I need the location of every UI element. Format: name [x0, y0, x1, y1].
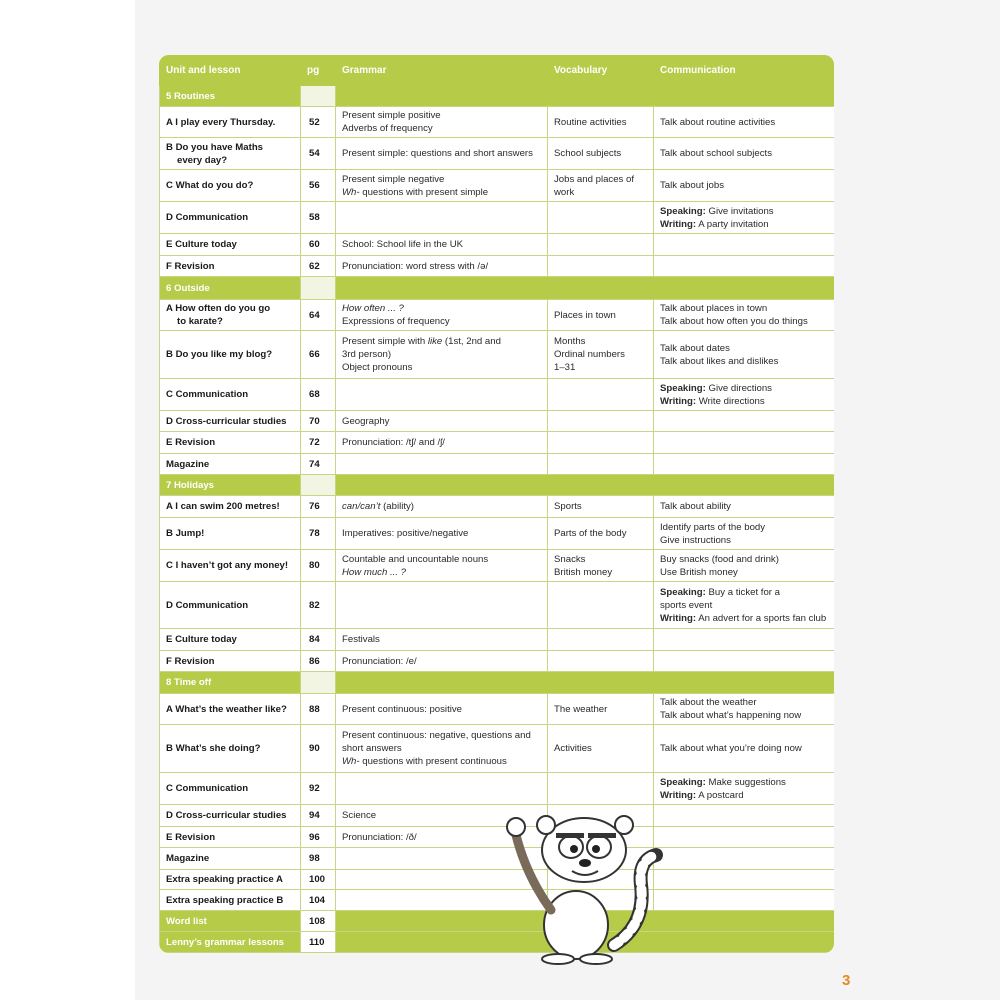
lesson-title: [160, 890, 301, 911]
section-title: 7 Holidays: [160, 475, 301, 496]
cell-line: [342, 729, 541, 742]
lesson-row: [160, 107, 835, 138]
grammar-cell: [336, 331, 548, 379]
communication-cell: [654, 107, 835, 138]
cell-text: How much ... ?: [342, 566, 406, 578]
communication-cell: [654, 411, 835, 432]
cell-line: Talk about ability: [660, 501, 731, 512]
cell-line: Talk about routine activities: [660, 116, 776, 128]
skill-label: Speaking:: [660, 776, 706, 788]
lesson-title: [160, 202, 301, 234]
page-ref: 76: [301, 496, 336, 518]
lesson-title: [160, 805, 301, 827]
section-fill: [336, 672, 835, 694]
page-ref: 80: [301, 550, 336, 582]
cell-line: [342, 755, 541, 768]
lesson-title-line: C What do you do?: [166, 180, 254, 191]
lesson-title-line: C Communication: [166, 783, 249, 794]
unit-section-row: [160, 672, 835, 694]
table-header-row: [160, 56, 835, 86]
lesson-title-line: F Revision: [166, 655, 215, 667]
lesson-row: [160, 300, 835, 331]
communication-cell: [654, 256, 835, 277]
cell-line: Parts of the body: [554, 528, 627, 539]
grammar-cell: [336, 256, 548, 277]
cell-line: Talk about what’s happening now: [660, 710, 802, 721]
cell-line: Sports: [554, 501, 582, 512]
communication-cell: [654, 550, 835, 582]
cell-line: [342, 335, 541, 348]
communication-cell: [654, 725, 835, 773]
page-ref: 88: [301, 694, 336, 725]
page-number: 3: [842, 972, 851, 989]
page-ref: 68: [301, 379, 336, 411]
communication-cell: [654, 629, 835, 651]
lesson-title-line: to karate?: [177, 316, 223, 327]
cell-text: questions with present simple: [359, 186, 489, 198]
grammar-cell: [336, 496, 548, 518]
cell-line: Talk about likes and dislikes: [660, 355, 779, 367]
page-ref: 84: [301, 629, 336, 651]
cell-line: [660, 586, 828, 599]
lesson-title: [160, 300, 301, 331]
skill-label: Speaking:: [660, 586, 706, 598]
vocabulary-cell: [548, 496, 654, 518]
lesson-title: [160, 582, 301, 629]
skill-text: Give invitations: [705, 205, 774, 217]
cell-line: Imperatives: positive/negative: [342, 528, 469, 539]
lesson-title: [160, 629, 301, 651]
lesson-row: [160, 170, 835, 202]
cell-line: Ordinal numbers: [554, 349, 625, 360]
cell-line: Buy snacks (food and drink): [660, 553, 779, 565]
cell-line: Jobs and places of: [554, 173, 635, 185]
lesson-row: [160, 202, 835, 234]
lesson-row: [160, 454, 835, 475]
lesson-row: [160, 432, 835, 454]
vocabulary-cell: [548, 331, 654, 379]
lesson-row: [160, 256, 835, 277]
lesson-title: [160, 411, 301, 432]
lesson-title: [160, 550, 301, 582]
cell-line: Pronunciation: /ð/: [342, 831, 417, 843]
cell-line: [660, 395, 828, 408]
page-ref: 110: [301, 932, 336, 953]
page-ref: 104: [301, 890, 336, 911]
header-unit-lesson: Unit and lesson: [160, 56, 301, 86]
lesson-title-line: Magazine: [166, 853, 210, 864]
lesson-title: [160, 379, 301, 411]
lesson-title-line: D Communication: [166, 212, 249, 223]
page-ref: 98: [301, 848, 336, 870]
cell-text: Countable and uncountable nouns: [342, 553, 489, 565]
communication-cell: [654, 651, 835, 672]
cell-text: Wh-: [342, 756, 360, 767]
cell-line: Routine activities: [554, 116, 627, 128]
lesson-title-line: E Revision: [166, 437, 216, 448]
page-ref: 90: [301, 725, 336, 773]
vocabulary-cell: [548, 432, 654, 454]
cell-line: School: School life in the UK: [342, 239, 464, 250]
lesson-row: [160, 582, 835, 629]
skill-label: Speaking:: [660, 382, 706, 394]
cell-line: Places in town: [554, 309, 616, 321]
lemur-mascot-illustration: [496, 805, 686, 965]
cell-line: Expressions of frequency: [342, 316, 450, 327]
cell-line: Festivals: [342, 634, 380, 645]
skill-text: Buy a ticket for a: [705, 586, 780, 598]
cell-text: Present simple with: [342, 336, 428, 347]
communication-cell: [654, 694, 835, 725]
cell-line: Pronunciation: /tʃ/ and /ʃ/: [342, 437, 445, 448]
vocabulary-cell: [548, 107, 654, 138]
cell-line: [342, 553, 541, 566]
communication-cell: [654, 454, 835, 475]
lesson-title: [160, 496, 301, 518]
page-ref: 92: [301, 773, 336, 805]
skill-label: Writing:: [660, 395, 697, 407]
section-title: 5 Routines: [160, 86, 301, 107]
cell-line: Talk about school subjects: [660, 148, 772, 159]
lesson-title: [160, 107, 301, 138]
cell-line: Snacks: [554, 553, 586, 565]
lesson-title-line: Extra speaking practice B: [166, 894, 284, 906]
lesson-title: [160, 725, 301, 773]
section-fill: [336, 86, 835, 107]
lesson-row: [160, 138, 835, 170]
page-ref: 64: [301, 300, 336, 331]
cell-line: Present simple negative: [342, 173, 445, 185]
section-title: 6 Outside: [160, 277, 301, 300]
cell-line: Use British money: [660, 566, 738, 578]
lesson-row: [160, 518, 835, 550]
skill-text: sports event: [660, 599, 713, 611]
vocabulary-cell: [548, 202, 654, 234]
cell-line: Adverbs of frequency: [342, 123, 433, 134]
lesson-title: [160, 694, 301, 725]
lesson-title-line: F Revision: [166, 260, 215, 272]
page-ref: 78: [301, 518, 336, 550]
lesson-title-line: E Revision: [166, 831, 216, 843]
lesson-title-line: D Cross-curricular studies: [166, 810, 287, 821]
lesson-title-line: every day?: [177, 154, 228, 166]
page-ref: 72: [301, 432, 336, 454]
communication-cell: [654, 379, 835, 411]
section-fill: [336, 475, 835, 496]
page-ref: 96: [301, 827, 336, 848]
lesson-row: [160, 496, 835, 518]
cell-text: questions with present continuous: [359, 756, 507, 767]
skill-label: Writing:: [660, 218, 697, 230]
vocabulary-cell: [548, 629, 654, 651]
lesson-row: [160, 773, 835, 805]
appendix-title: Lenny’s grammar lessons: [160, 932, 301, 953]
communication-cell: [654, 170, 835, 202]
cell-text-italic: Wh-: [342, 186, 360, 198]
lesson-row: [160, 651, 835, 672]
communication-cell: [654, 138, 835, 170]
cell-text: (ability): [380, 501, 414, 512]
lesson-title: [160, 827, 301, 848]
lesson-row: [160, 234, 835, 256]
lesson-row: [160, 694, 835, 725]
lesson-title: [160, 518, 301, 550]
skill-label: Writing:: [660, 612, 697, 624]
grammar-cell: [336, 379, 548, 411]
page-ref: 66: [301, 331, 336, 379]
page-ref: 60: [301, 234, 336, 256]
cell-line: [342, 500, 541, 513]
grammar-cell: [336, 107, 548, 138]
lesson-title-line: C I haven’t got any money!: [166, 560, 289, 571]
communication-cell: [654, 331, 835, 379]
section-pg-blank: [301, 86, 336, 107]
unit-section-row: [160, 277, 835, 300]
page-ref: 94: [301, 805, 336, 827]
cell-line: Identify parts of the body: [660, 521, 766, 533]
grammar-cell: [336, 202, 548, 234]
vocabulary-cell: [548, 379, 654, 411]
cell-line: [660, 382, 828, 395]
lesson-title: [160, 454, 301, 475]
grammar-cell: [336, 411, 548, 432]
cell-line: Geography: [342, 415, 390, 427]
page-ref: 100: [301, 870, 336, 890]
lesson-title-line: A How often do you go: [166, 303, 271, 314]
lesson-title-line: Magazine: [166, 458, 210, 470]
communication-cell: [654, 202, 835, 234]
grammar-cell: [336, 432, 548, 454]
grammar-cell: [336, 550, 548, 582]
cell-line: [660, 776, 828, 789]
page-ref: 58: [301, 202, 336, 234]
lesson-title: [160, 870, 301, 890]
grammar-cell: [336, 651, 548, 672]
page-ref: 56: [301, 170, 336, 202]
cell-text: (1st, 2nd and: [442, 336, 501, 347]
communication-cell: [654, 234, 835, 256]
lesson-row: [160, 725, 835, 773]
header-communication: Communication: [654, 56, 835, 86]
lesson-row: [160, 629, 835, 651]
skill-text: Make suggestions: [705, 776, 786, 788]
communication-cell: [654, 773, 835, 805]
lesson-title-line: A What’s the weather like?: [166, 703, 287, 715]
skill-text: Give directions: [705, 382, 772, 394]
vocabulary-cell: [548, 694, 654, 725]
cell-line: Pronunciation: /e/: [342, 655, 417, 667]
cell-line: [660, 789, 828, 802]
lesson-title: [160, 138, 301, 170]
vocabulary-cell: [548, 725, 654, 773]
lesson-title-line: B Do you like my blog?: [166, 349, 273, 360]
header-grammar: Grammar: [336, 56, 548, 86]
lesson-row: [160, 550, 835, 582]
cell-line: [342, 348, 541, 361]
skill-text: An advert for a sports fan club: [696, 612, 827, 624]
page-ref: 70: [301, 411, 336, 432]
cell-text: Present continuous: negative, questions and: [342, 730, 531, 741]
cell-line: Activities: [554, 743, 592, 754]
vocabulary-cell: [548, 411, 654, 432]
page-ref: 54: [301, 138, 336, 170]
lesson-title: [160, 256, 301, 277]
unit-section-row: [160, 86, 835, 107]
grammar-cell: [336, 773, 548, 805]
skill-text: Write directions: [696, 395, 765, 407]
cell-line: [660, 612, 828, 625]
vocabulary-cell: [548, 454, 654, 475]
cell-line: [342, 742, 541, 755]
cell-line: Pronunciation: word stress with /ə/: [342, 260, 489, 272]
lesson-title-line: E Culture today: [166, 634, 237, 645]
lesson-title-line: B Do you have Maths: [166, 141, 264, 153]
grammar-cell: [336, 694, 548, 725]
cell-line: [660, 599, 828, 612]
cell-line: Science: [342, 810, 377, 821]
vocabulary-cell: [548, 773, 654, 805]
cell-text: short answers: [342, 743, 402, 754]
page-ref: 74: [301, 454, 336, 475]
communication-cell: [654, 432, 835, 454]
cell-line: [342, 186, 541, 199]
cell-line: The weather: [554, 703, 608, 715]
cell-line: Give instructions: [660, 534, 731, 546]
grammar-cell: [336, 582, 548, 629]
cell-text: Object pronouns: [342, 362, 413, 373]
cell-line: How often ... ?: [342, 303, 404, 314]
grammar-cell: [336, 629, 548, 651]
vocabulary-cell: [548, 518, 654, 550]
lesson-row: [160, 331, 835, 379]
cell-line: Present simple positive: [342, 110, 441, 121]
section-pg-blank: [301, 277, 336, 300]
cell-line: Talk about dates: [660, 342, 730, 354]
grammar-cell: [336, 234, 548, 256]
grammar-cell: [336, 300, 548, 331]
skill-label: Writing:: [660, 789, 697, 801]
cell-line: [660, 205, 828, 218]
cell-line: Present continuous: positive: [342, 703, 462, 715]
skill-text: A party invitation: [696, 218, 769, 230]
grammar-cell: [336, 170, 548, 202]
grammar-cell: [336, 518, 548, 550]
cell-text: 3rd person): [342, 349, 392, 360]
vocabulary-cell: [548, 300, 654, 331]
communication-cell: [654, 496, 835, 518]
lesson-title: [160, 651, 301, 672]
vocabulary-cell: [548, 170, 654, 202]
lesson-title: [160, 170, 301, 202]
communication-cell: [654, 518, 835, 550]
cell-line: Talk about how often you do things: [660, 316, 808, 327]
communication-cell: [654, 300, 835, 331]
vocabulary-cell: [548, 582, 654, 629]
lesson-title-line: A I play every Thursday.: [166, 116, 276, 128]
vocabulary-cell: [548, 138, 654, 170]
header-pg: pg: [301, 56, 336, 86]
lesson-title-line: D Cross-curricular studies: [166, 415, 287, 427]
cell-line: Months: [554, 336, 586, 347]
page-ref: 62: [301, 256, 336, 277]
lesson-title: [160, 331, 301, 379]
header-vocabulary: Vocabulary: [548, 56, 654, 86]
cell-text: like: [427, 336, 443, 347]
section-pg-blank: [301, 672, 336, 694]
cell-line: [342, 361, 541, 374]
vocabulary-cell: [548, 256, 654, 277]
lesson-title-line: E Culture today: [166, 239, 237, 250]
page-ref: 108: [301, 911, 336, 932]
grammar-cell: [336, 138, 548, 170]
lesson-title: [160, 773, 301, 805]
cell-line: [342, 566, 541, 579]
cell-line: Talk about the weather: [660, 697, 757, 708]
lesson-title-line: B Jump!: [166, 528, 205, 539]
cell-line: Talk about jobs: [660, 180, 724, 191]
lesson-title-line: D Communication: [166, 599, 249, 611]
cell-line: [660, 218, 828, 231]
section-fill: [336, 277, 835, 300]
lesson-title: [160, 848, 301, 870]
page-ref: 86: [301, 651, 336, 672]
vocabulary-cell: [548, 651, 654, 672]
lesson-title-line: A I can swim 200 metres!: [166, 501, 280, 512]
lesson-title-line: C Communication: [166, 389, 249, 400]
skill-label: Speaking:: [660, 205, 706, 217]
lesson-title: [160, 432, 301, 454]
lesson-title-line: Extra speaking practice A: [166, 874, 283, 885]
grammar-cell: [336, 725, 548, 773]
cell-text: can/can’t: [342, 501, 381, 512]
cell-line: 1–31: [554, 362, 576, 373]
lesson-title: [160, 234, 301, 256]
skill-text: A postcard: [696, 789, 744, 801]
cell-line: School subjects: [554, 148, 622, 159]
cell-line: Talk about places in town: [660, 303, 768, 314]
page-ref: 52: [301, 107, 336, 138]
vocabulary-cell: [548, 234, 654, 256]
cell-line: work: [554, 186, 575, 198]
vocabulary-cell: [548, 550, 654, 582]
cell-line: British money: [554, 566, 613, 578]
communication-cell: [654, 582, 835, 629]
lesson-title-line: B What’s she doing?: [166, 743, 261, 754]
appendix-title: Word list: [160, 911, 301, 932]
lesson-row: [160, 379, 835, 411]
section-title: 8 Time off: [160, 672, 301, 694]
section-pg-blank: [301, 475, 336, 496]
unit-section-row: [160, 475, 835, 496]
cell-line: Talk about what you’re doing now: [660, 743, 802, 754]
lesson-row: [160, 411, 835, 432]
page-ref: 82: [301, 582, 336, 629]
grammar-cell: [336, 454, 548, 475]
cell-line: Present simple: questions and short answers: [342, 148, 533, 159]
